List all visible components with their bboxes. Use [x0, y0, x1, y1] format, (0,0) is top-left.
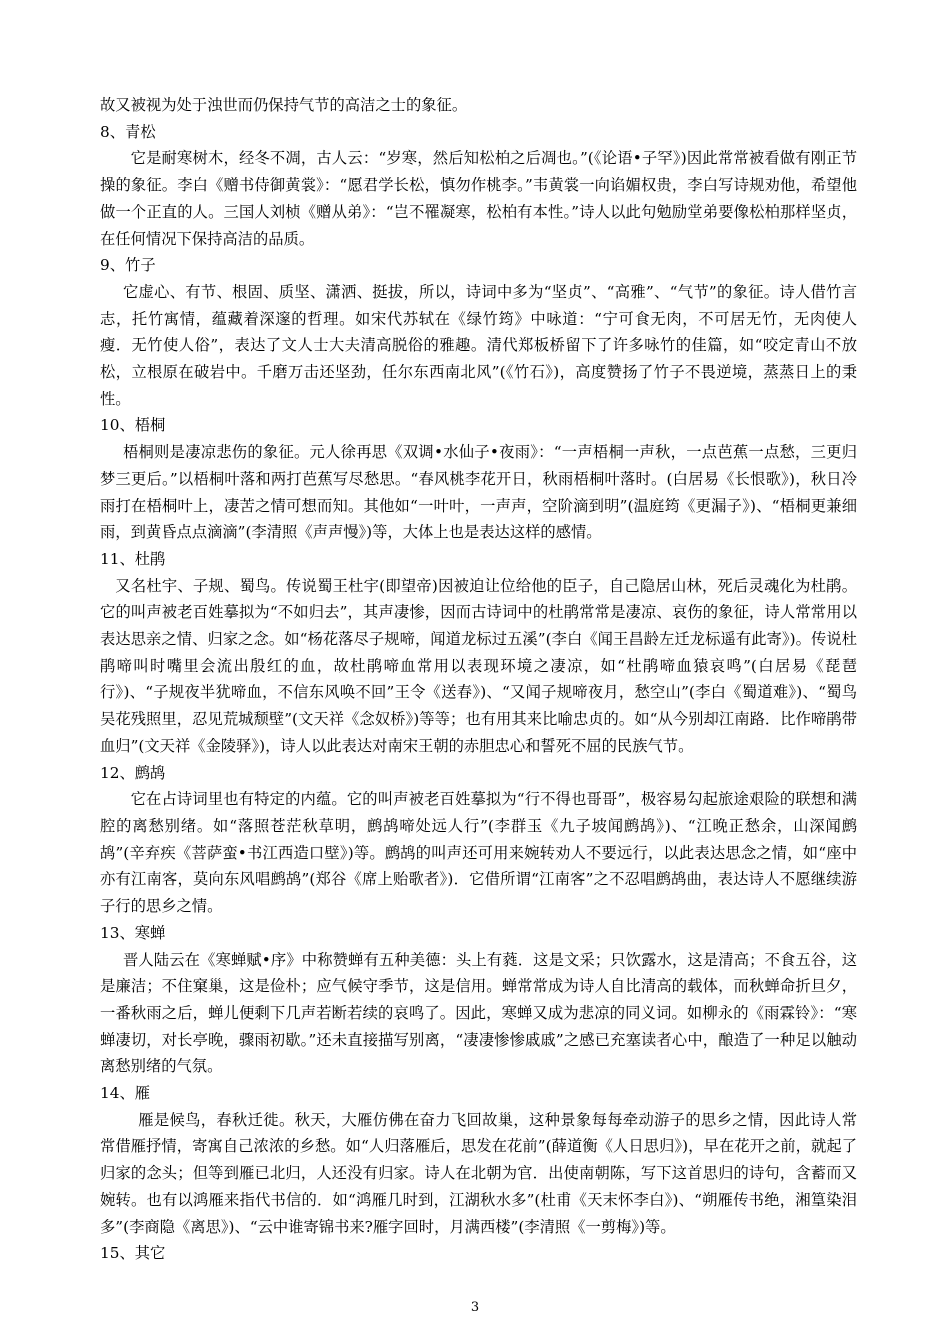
- section-body-wutong: 梧桐则是凄凉悲伤的象征。元人徐再思《双调•水仙子•夜雨》：“一声梧桐一声秋，一点芭蕉一点愁，三更归梦三更后。”以梧桐叶落和两打芭蕉写尽愁思。“春风桃李花开日，秋雨梧桐叶落时。(白居易《长恨歌》)，秋日冷雨打在梧桐叶上，凄苦之情可想而知。其他如“一叶叶，一声声，空阶滴到明”(温庭筠《更漏子》)、“梧桐更兼细雨，到黄昏点点滴滴”(李清照《声声慢》)等，大体上也是表达这样的感情。: [100, 443, 857, 542]
- section-body-yan: 雁是候鸟，春秋迁徙。秋天，大雁仿佛在奋力飞回故巢，这种景象每每牵动游子的思乡之情，因此诗人常常借雁抒情，寄寓自己浓浓的乡愁。如“人归落雁后，思发在花前”(薛道衡《人日思归》)，早在花开之前，就起了归家的念头；但等到雁已北归，人还没有归家。诗人在北朝为官．出使南朝陈，写下这首思归的诗句，含蓄而又婉转。也有以鸿雁来指代书信的．如“鸿雁几时到，江湖秋水多”(杜甫《天末怀李白》)、“朔雁传书绝，湘篁染泪多”(李商隐《离思》)、“云中谁寄锦书来?雁字回时，月满西楼”(李清照《一剪梅》)等。: [100, 1110, 857, 1236]
- section-body-hanchan: 晋人陆云在《寒蝉赋•序》中称赞蝉有五种美德：头上有蕤．这是文采；只饮露水，这是清高；不食五谷，这是廉洁；不住窠巢，这是俭朴；应气候守季节，这是信用。蝉常常成为诗人自比清高的载体，而秋蝉命折旦夕，一番秋雨之后，蝉儿便剩下几声若断若续的哀鸣了。因此，寒蝉又成为悲凉的同义词。如柳永的《雨霖铃》：“寒蝉凄切，对长亭晚，骤雨初歇。”还未直接描写别离，“凄凄惨惨戚戚”之感已充塞读者心中，酿造了一种足以触动离愁别绪的气氛。: [100, 950, 857, 1076]
- section-heading-qita: 15、其它: [100, 1244, 166, 1263]
- intro-paragraph: 故又被视为处于浊世而仍保持气节的高洁之士的象征。: [100, 96, 468, 114]
- document-page: [100, 92, 857, 1267]
- section-body-zhegu: 它在占诗词里也有特定的内蕴。它的叫声被老百姓摹拟为“行不得也哥哥”，极容易勾起旅途艰险的联想和满腔的离愁别绪。如“落照苍茫秋草明，鹧鸪啼处远人行”(李群玉《九子坡闻鹧鸪》)、“江晚正愁余，山深闻鹧鸪”(辛弃疾《菩萨蛮•书江西造口壁》)等。鹧鸪的叫声还可用来婉转劝人不要远行，以此表达思念之情，如“座中亦有江南客，莫向东风唱鹧鸪”(郑谷《席上贻歌者》)．它借所谓“江南客”之不忍唱鹧鸪曲，表达诗人不愿继续游子行的思乡之情。: [100, 790, 857, 916]
- page-number: 3: [470, 1300, 480, 1315]
- section-heading-wutong: 10、梧桐: [100, 416, 166, 435]
- section-heading-hanchan: 13、寒蝉: [100, 923, 166, 942]
- section-heading-zhegu: 12、鹧鸪: [100, 763, 166, 782]
- section-body-dujuan: 又名杜宇、子规、蜀鸟。传说蜀王杜宇(即望帝)因被迫让位给他的臣子，自己隐居山林，死后灵魂化为杜鹃。它的叫声被老百姓摹拟为“不如归去”，其声凄惨，因而古诗词中的杜鹃常常是凄凉、哀伤的象征，诗人常常用以表达思亲之情、归家之念。如“杨花落尽子规啼，闻道龙标过五溪”(李白《闻王昌龄左迁龙标遥有此寄》)。传说杜鹃啼叫时嘴里会流出殷红的血，故杜鹃啼血常用以表现环境之凄凉，如“杜鹃啼血猿哀鸣”(白居易《琵琶行》)、“子规夜半犹啼血，不信东风唤不回”王令《送春》)、“又闻子规啼夜月，愁空山”(李白《蜀道难》)、“蜀鸟吴花残照里，忍见荒城颓壁”(文天祥《念奴桥》)等等；也有用其来比喻忠贞的。如“从今别却江南路．比作啼鹃带血归”(文天祥《金陵驿》)，诗人以此表达对南宋王朝的赤胆忠心和誓死不屈的民族气节。: [100, 576, 857, 755]
- section-heading-dujuan: 11、杜鹃: [100, 549, 166, 568]
- section-heading-qingsong: 8、青松: [100, 122, 156, 141]
- section-body-zhuzi: 它虚心、有节、根固、质坚、潇洒、挺拔，所以，诗词中多为“坚贞”、“高雅”、“气节”的象征。诗人借竹言志，托竹寓情，蕴藏着深邃的哲理。如宋代苏轼在《绿竹筠》中咏道：“宁可食无肉，不可居无竹，无肉使人瘦．无竹使人俗”，表达了文人士大夫清高脱俗的雅趣。清代郑板桥留下了许多咏竹的佳篇，如“咬定青山不放松，立根原在破岩中。千磨万击还坚劲，任尔东西南北风”(《竹石》)，高度赞扬了竹子不畏逆境，蒸蒸日上的秉性。: [100, 282, 857, 408]
- section-body-qingsong: 它是耐寒树木，经冬不凋，古人云：“岁寒，然后知松柏之后凋也。”(《论语•子罕》)因此常常被看做有刚正节操的象征。李白《赠书侍御黄裳》：“愿君学长松，慎勿作桃李。”韦黄裳一向谄媚权贵，李白写诗规劝他，希望他做一个正直的人。三国人刘桢《赠从弟》：“岂不罹凝寒，松柏有本性。”诗人以此句勉励堂弟要像松柏那样坚贞，在任何情况下保持高洁的品质。: [100, 149, 857, 248]
- section-heading-yan: 14、雁: [100, 1084, 151, 1103]
- document-body: [100, 92, 857, 1267]
- section-heading-zhuzi: 9、竹子: [100, 256, 156, 275]
